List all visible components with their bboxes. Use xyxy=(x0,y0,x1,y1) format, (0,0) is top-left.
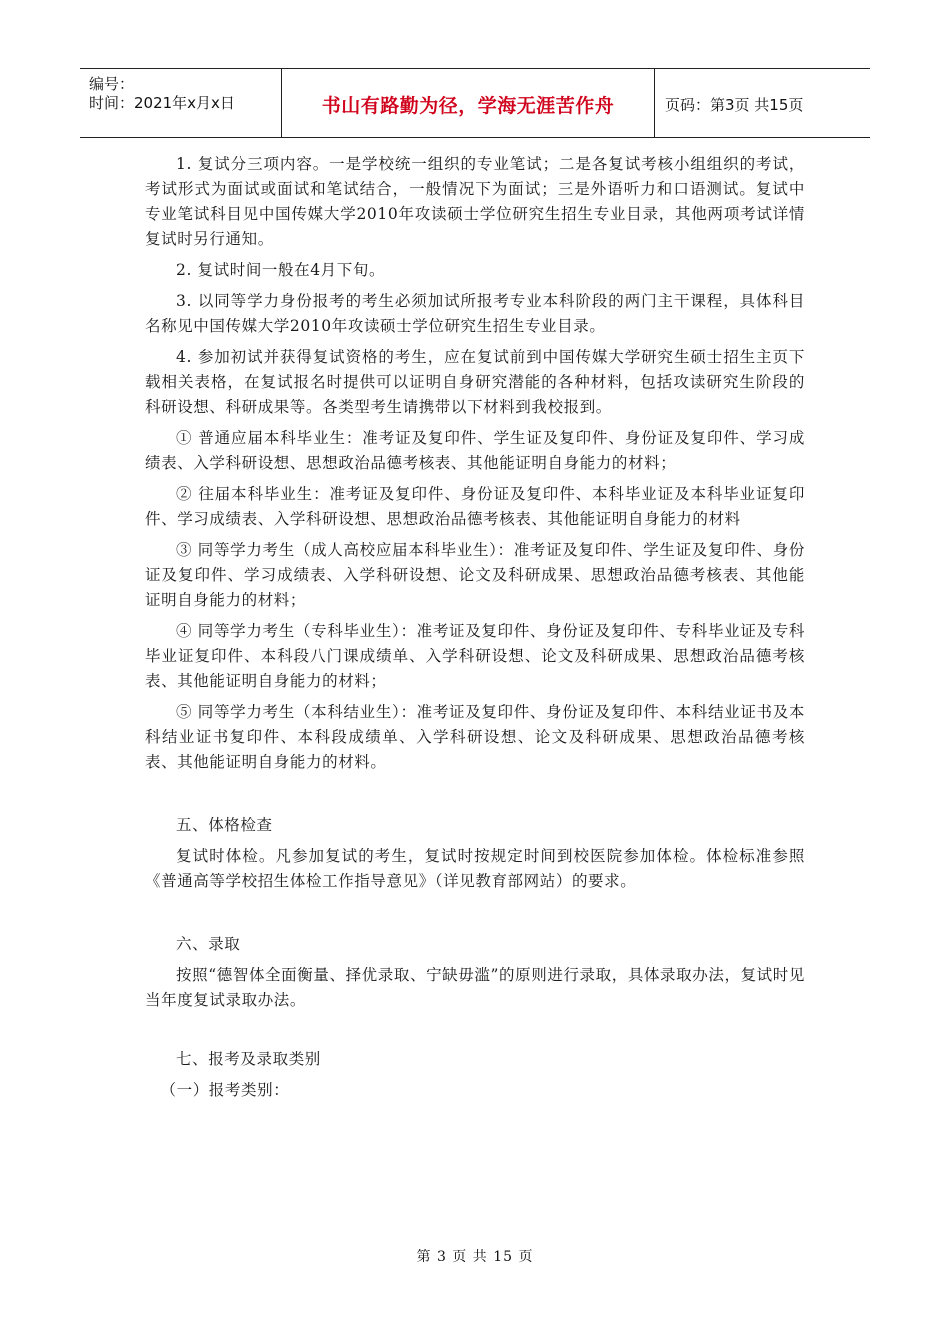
document-number-label: 编号： xyxy=(89,75,135,93)
spacer xyxy=(145,781,805,813)
list-item-fresh-graduates: ① 普通应届本科毕业生：准考证及复印件、学生证及复印件、身份证及复印件、学习成绩表、入学科研设想、思想政治品德考核表、其他能证明自身能力的材料； xyxy=(145,429,805,472)
list-item-previous-graduates: ② 往届本科毕业生：准考证及复印件、身份证及复印件、本科毕业证及本科毕业证复印件、学习成绩表、入学科研设想、思想政治品德考核表、其他能证明自身能力的材料 xyxy=(145,485,805,528)
spacer xyxy=(145,900,805,932)
spacer xyxy=(145,1019,805,1047)
paragraph-physical-exam: 复试时体检。凡参加复试的考生，复试时按规定时间到校医院参加体检。体检标准参照《普通高等学校招生体检工作指导意见》（详见教育部网站）的要求。 xyxy=(145,847,805,890)
list-item-junior-college: ④ 同等学力考生（专科毕业生）：准考证及复印件、身份证及复印件、专科毕业证及专科毕业证复印件、本科段八门课成绩单、入学科研设想、论文及科研成果、思想政治品德考核表、其他能证明自身能力的材料； xyxy=(145,622,805,690)
paragraph-equivalent-education: 3. 以同等学力身份报考的考生必须加试所报考专业本科阶段的两门主干课程，具体科目名称见中国传媒大学2010年攻读硕士学位研究生招生专业目录。 xyxy=(145,292,805,335)
section-title-admission: 六、录取 xyxy=(176,935,241,953)
paragraph-required-materials: 4. 参加初试并获得复试资格的考生，应在复试前到中国传媒大学研究生硕士招生主页下载相关表格，在复试报名时提供可以证明自身研究潜能的各种材料，包括攻读研究生阶段的科研设想、科研成果等。各类型考生请携带以下材料到我校报到。 xyxy=(145,348,805,416)
paragraph-admission: 按照“德智体全面衡量、择优录取、宁缺毋滥”的原则进行录取，具体录取办法，复试时见当年度复试录取办法。 xyxy=(145,966,805,1009)
list-item-adult-college: ③ 同等学力考生（成人高校应届本科毕业生）：准考证及复印件、学生证及复印件、身份证及复印件、学习成绩表、入学科研设想、论文及科研成果、思想政治品德考核表、其他能证明自身能力的材料； xyxy=(145,541,805,609)
section-title-categories: 七、报考及录取类别 xyxy=(176,1050,321,1068)
page-footer: 第 3 页 共 15 页 xyxy=(416,1249,534,1265)
header-page-cell xyxy=(655,69,870,137)
subsection-title-application-category: （一）报考类别： xyxy=(160,1081,290,1099)
list-item-undergraduate-completion: ⑤ 同等学力考生（本科结业生）：准考证及复印件、身份证及复印件、本科结业证书及本科结业证书复印件、本科段成绩单、入学科研设想、论文及科研成果、思想政治品德考核表、其他能证明自身能力的材料。 xyxy=(145,703,805,771)
paragraph-retest-content: 1. 复试分三项内容。一是学校统一组织的专业笔试；二是各复试考核小组组织的考试，考试形式为面试或面试和笔试结合，一般情况下为面试；三是外语听力和口语测试。复试中专业笔试科目见中国传媒大学2010年攻读硕士学位研究生招生专业目录，其他两项考试详情复试时另行通知。 xyxy=(145,155,805,248)
section-title-physical-exam: 五、体格检查 xyxy=(176,816,273,834)
header-motto-cell xyxy=(282,69,655,137)
header-page-number: 页码：第3页 共15页 xyxy=(665,96,804,114)
paragraph-retest-time: 2. 复试时间一般在4月下旬。 xyxy=(176,261,386,279)
document-date-label: 时间：2021年x月x日 xyxy=(89,94,235,112)
header-motto: 书山有路勤为径，学海无涯苦作舟 xyxy=(321,95,615,117)
document-header xyxy=(80,68,870,138)
header-meta-cell xyxy=(80,69,282,137)
document-body xyxy=(145,152,805,1109)
